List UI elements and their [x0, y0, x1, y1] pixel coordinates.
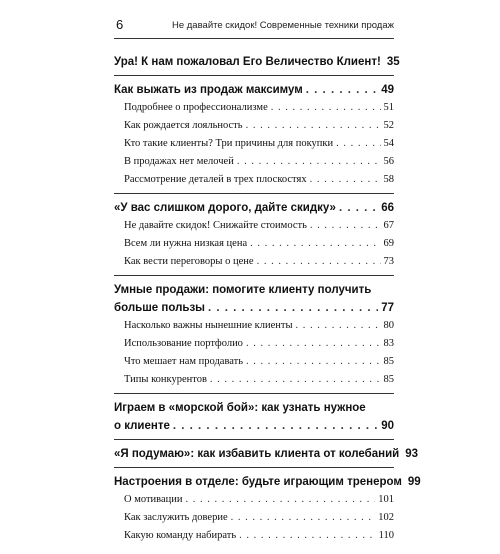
toc-subentry: [114, 117, 394, 135]
dot-leader: [339, 199, 378, 217]
subentry-page: 56: [383, 156, 394, 167]
dot-leader: [237, 153, 381, 171]
toc-subentry: [114, 171, 394, 189]
subentry-page: 102: [378, 512, 394, 523]
toc-subentry: [114, 509, 394, 527]
subentry-page: 51: [383, 102, 394, 113]
page-number: 6: [116, 17, 124, 32]
toc-chapter-entry: [114, 281, 394, 317]
dot-leader: [306, 81, 378, 99]
subentry-title: Рассмотрение деталей в трех плоскостях: [124, 174, 307, 185]
dot-leader: [186, 491, 376, 509]
dot-leader: [173, 417, 378, 435]
toc-subentry: [114, 491, 394, 509]
toc-subentry: [114, 217, 394, 235]
subentry-page: 110: [378, 530, 394, 541]
toc-subentry: [114, 353, 394, 371]
subentry-title: Как вести переговоры о цене: [124, 256, 254, 267]
chapter-title: больше пользы: [114, 302, 205, 314]
subentry-page: 54: [383, 138, 394, 149]
subentry-title: Подробнее о профессионализме: [124, 102, 268, 113]
subentry-title: Что мешает нам продавать: [124, 356, 244, 367]
toc-section: [114, 473, 421, 549]
toc-subentry: [114, 253, 394, 271]
toc-subentry: [114, 99, 394, 117]
subentry-title: Типы конкурентов: [124, 374, 207, 385]
subentry-page: 83: [383, 338, 394, 349]
subentry-title: Как рождается лояльность: [124, 120, 243, 131]
toc-chapter-entry: [114, 445, 419, 463]
subentry-title: Кто такие клиенты? Три причины для покупки: [124, 138, 334, 149]
dot-leader: [210, 371, 381, 389]
chapter-title-line1: Умные продажи: помогите клиенту получить: [114, 284, 372, 296]
toc-section: [114, 399, 394, 440]
subentry-page: 69: [383, 238, 394, 249]
dot-leader: [239, 527, 375, 545]
toc-chapter-entry: [114, 199, 394, 217]
chapter-title-line2: [114, 299, 394, 317]
subentry-page: 52: [383, 120, 394, 131]
dot-leader: [257, 253, 381, 271]
chapter-title: Настроения в отделе: будьте играющим тренером: [114, 476, 402, 488]
subentry-page: 73: [383, 256, 394, 267]
toc-subentry: [114, 527, 394, 545]
chapter-page: 77: [381, 302, 394, 314]
subentry-page: 101: [378, 494, 394, 505]
dot-leader: [246, 353, 380, 371]
dot-leader: [310, 217, 381, 235]
subentry-title: Какую команду набирать: [124, 530, 237, 541]
subentry-title: В продажах нет мелочей: [124, 156, 234, 167]
chapter-title: о клиенте: [114, 420, 170, 432]
running-title: Не давайте скидок! Современные техники продаж: [171, 20, 394, 31]
chapter-title-line1: Играем в «морской бой»: как узнать нужное: [114, 402, 366, 414]
dot-leader: [246, 335, 381, 353]
subentry-page: 85: [383, 374, 394, 385]
toc-section: [114, 53, 400, 76]
toc-subentry: [114, 135, 394, 153]
toc-section: [114, 199, 394, 276]
subentry-title: Не давайте скидок! Снижайте стоимость: [124, 220, 307, 231]
subentry-title: Использование портфолио: [124, 338, 243, 349]
toc-section: [114, 281, 394, 394]
toc-section: [114, 81, 394, 194]
chapter-page: 90: [381, 420, 394, 432]
chapter-page: 99: [407, 476, 421, 488]
chapter-title: Как выжать из продаж максимум: [114, 84, 303, 96]
chapter-title: Ура! К нам пожаловал Его Величество Клиент!: [114, 56, 381, 68]
chapter-title: «У вас слишком дорого, дайте скидку»: [114, 202, 336, 214]
dot-leader: [246, 117, 381, 135]
toc-section: [114, 445, 419, 468]
chapter-title: «Я подумаю»: как избавить клиента от колебаний: [114, 448, 400, 460]
dot-leader: [310, 171, 381, 189]
chapter-page: 49: [381, 84, 394, 96]
toc-subentry: [114, 335, 394, 353]
subentry-page: 67: [383, 220, 394, 231]
chapter-page: 35: [386, 56, 400, 68]
table-of-contents: [114, 53, 421, 554]
toc-chapter-entry: [114, 53, 400, 71]
subentry-title: Насколько важны нынешние клиенты: [124, 320, 293, 331]
dot-leader: [231, 509, 376, 527]
subentry-page: 58: [383, 174, 394, 185]
toc-subentry: [114, 153, 394, 171]
toc-chapter-entry: [114, 81, 394, 99]
toc-subentry: [114, 371, 394, 389]
page-header: [114, 16, 394, 39]
toc-chapter-entry: [114, 399, 394, 435]
dot-leader: [336, 135, 380, 153]
subentry-page: 80: [383, 320, 394, 331]
toc-subentry: [114, 235, 394, 253]
chapter-page: 66: [381, 202, 394, 214]
dot-leader: [250, 235, 380, 253]
chapter-title-line2: [114, 417, 394, 435]
toc-chapter-entry: [114, 473, 421, 491]
subentry-page: 85: [383, 356, 394, 367]
chapter-page: 93: [405, 448, 419, 460]
subentry-title: Всем ли нужна низкая цена: [124, 238, 248, 249]
dot-leader: [271, 99, 381, 117]
dot-leader: [208, 299, 378, 317]
subentry-title: Как заслужить доверие: [124, 512, 228, 523]
dot-leader: [296, 317, 381, 335]
subentry-title: О мотивации: [124, 494, 183, 505]
toc-subentry: [114, 317, 394, 335]
